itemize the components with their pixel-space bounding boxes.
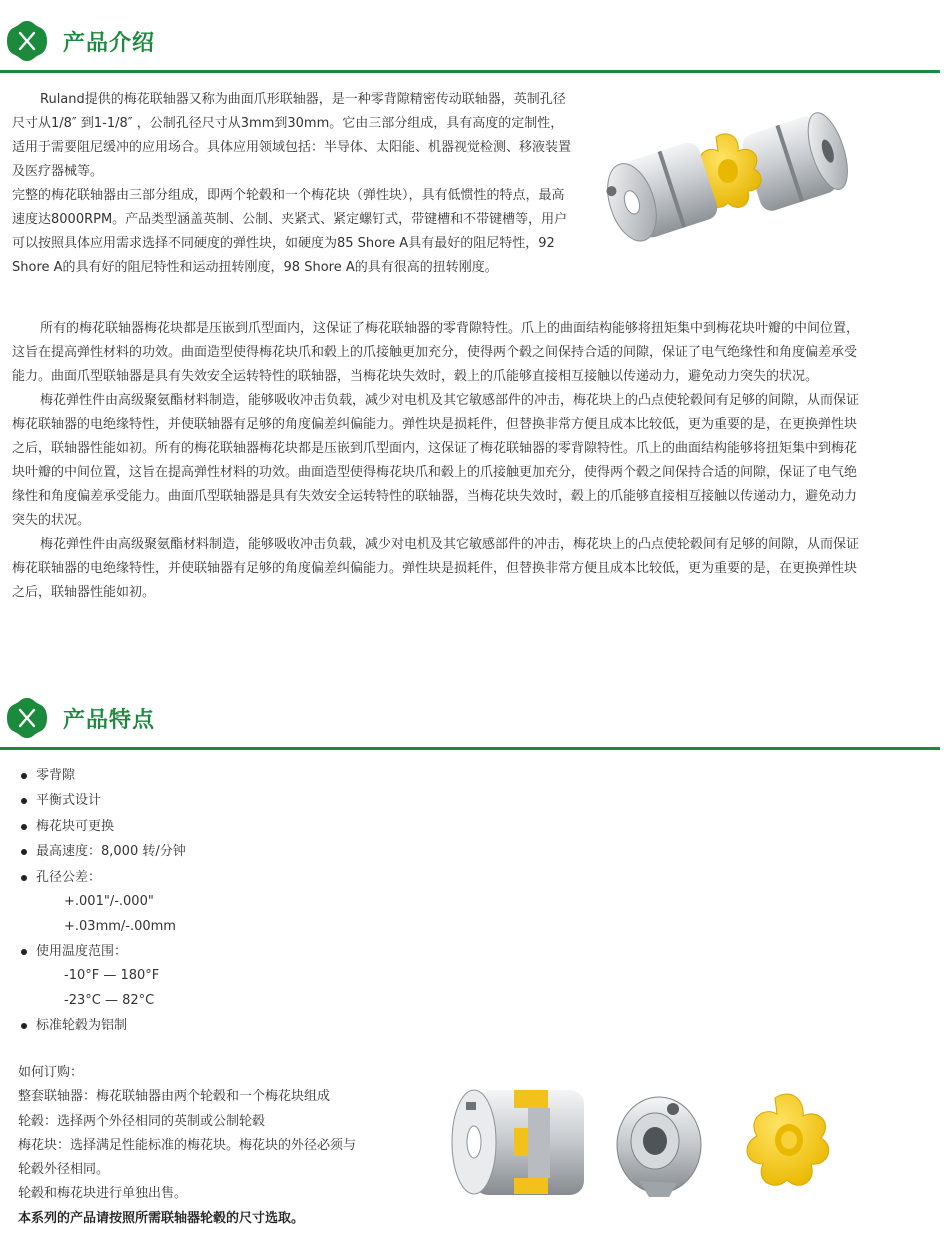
tolerance-metric: +.03mm/-.00mm [64,918,176,934]
intro-paragraph-2: 完整的梅花联轴器由三部分组成，即两个轮毂和一个梅花块（弹性块），具有低惯性的特点，最高速度达8000RPM。产品类型涵盖英制、公制、夹紧式、紧定螺钉式，带键槽和不带键槽等，用户可以按照具体应用需求选择不同硬度的弹性块，如硬度为85 Shore A具有最好的阻尼特性，92 Shore A的具有好的阻尼特性和运动扭转刚度，98 Shore A的具有很高的扭转刚度。 [12,188,568,275]
body-paragraph-5-text: 梅花弹性件由高级聚氨酯材料制造，能够吸收冲击负载，减少对电机及其它敏感部件的冲击，梅花块上的凸点使轮毂间有足够的间隙，从而保证梅花联轴器的电绝缘特性，并使联轴器有足够的角度偏差纠偏能力。弹性块是损耗件，但替换非常方便且成本比较低，更为重要的是，在更换弹性块之后，联轴器性能如初。 [12,537,860,600]
spider-element-icon [747,1094,829,1185]
section-divider [0,747,940,750]
section-title: 产品介绍 [63,31,156,56]
tolerance-values [36,890,518,939]
temperature-fahrenheit: -10°F — 180°F [64,968,160,984]
intro-text [12,88,572,280]
order-line: 整套联轴器：梅花联轴器由两个轮毂和一个梅花块组成 [18,1089,331,1105]
body-paragraph-5 [12,533,860,605]
body-paragraph-4-text: 梅花弹性件由高级聚氨酯材料制造，能够吸收冲击负载，减少对电机及其它敏感部件的冲击，梅花块上的凸点使轮毂间有足够的间隙，从而保证梅花联轴器的电绝缘特性，并使联轴器有足够的角度偏差纠偏能力。弹性块是损耗件，但替换非常方便且成本比较低，更为重要的是，在更换弹性块之后，联轴器性能如初。所有的梅花联轴器梅花块都是压嵌到爪型面内，这保证了梅花联轴器的零背隙特性。爪上的曲面结构能够将扭矩集中到梅花块叶瓣的中间位置，这旨在提高弹性材料的功效。曲面造型使得梅花块爪和毂上的爪接触更加充分，使得两个毂之间保持合适的间隙，保证了电气绝缘性和角度偏差承受能力。曲面爪型联轴器是具有失效安全运转特性的联轴器，当梅花块失效时，毂上的爪能够直接相互接触以传递动力，避免动力突失的状况。 [12,393,860,528]
list-item [18,788,518,813]
temperature-celsius: -23°C — 82°C [64,992,155,1008]
ordering-info [18,1061,418,1231]
section-header-features [0,697,940,757]
feature-label: 最高速度：8,000 转/分钟 [36,844,186,860]
body-paragraph-4 [12,389,860,533]
order-line: 梅花块：选择满足性能标准的梅花块。梅花块的外径必须与 [18,1137,357,1153]
feature-label: 零背隙 [36,768,76,783]
section-divider [0,70,940,73]
feature-label: 梅花块可更换 [36,818,115,834]
coupling-components-image [444,1070,864,1220]
body-paragraph-3 [12,317,860,389]
intro-paragraph-1 [12,88,572,184]
feature-label: 孔径公差： [36,869,102,885]
close-x-badge-icon [6,697,48,739]
section-header-intro [0,20,940,80]
order-line: 轮毂和梅花块进行单独出售。 [18,1186,188,1202]
feature-label: 平衡式设计 [36,793,102,809]
tolerance-prefix: + [64,894,75,910]
list-item [18,865,518,939]
list-item [18,939,518,1013]
list-item [18,814,518,839]
body-paragraph-3-text: 所有的梅花联轴器梅花块都是压嵌到爪型面内，这保证了梅花联轴器的零背隙特性。爪上的曲面结构能够将扭矩集中到梅花块叶瓣的中间位置，这旨在提高弹性材料的功效。曲面造型使得梅花块爪和毂上的爪接触更加充分，使得两个毂之间保持合适的间隙，保证了电气绝缘性和角度偏差承受能力。曲面爪型联轴器是具有失效安全运转特性的联轴器，当梅花块失效时，毂上的爪能够直接相互接触以传递动力，避免动力突失的状况。 [12,321,860,384]
order-heading: 如何订购： [18,1065,84,1080]
order-note: 本系列的产品请按照所需联轴器轮毂的尺寸选取。 [18,1210,305,1226]
list-item [18,1013,518,1038]
coupling-assembly-image [600,95,860,255]
feature-label: 标准轮毂为铝制 [36,1018,128,1034]
order-line: 轮毂外径相同。 [18,1162,110,1178]
tolerance-inch [64,890,518,915]
close-x-badge-icon [6,20,48,62]
feature-label: 使用温度范围： [36,944,128,960]
list-item [18,763,518,788]
tolerance-inch-value: .001"/-.000" [74,894,154,910]
section-title: 产品特点 [63,708,156,733]
features-list [18,763,518,1039]
hub-icon [617,1097,701,1197]
order-line: 轮毂：选择两个外径相同的英制或公制轮毂 [18,1113,266,1129]
list-item [18,839,518,864]
body-text [12,317,860,605]
intro-paragraph-1-text: Ruland提供的梅花联轴器又称为曲面爪形联轴器，是一种零背隙精密传动联轴器，英制孔径尺寸从1/8″ 到1-1/8″ ，公制孔径尺寸从3mm到30mm。它由三部分组成，具有高度的定制性，适用于需要阻尼缓冲的应用场合。具体应用领域包括：半导体、太阳能、机器视觉检测、移液装置及医疗器械等。 [12,92,572,179]
full-coupling-icon [452,1090,584,1195]
temperature-values [36,964,518,1013]
